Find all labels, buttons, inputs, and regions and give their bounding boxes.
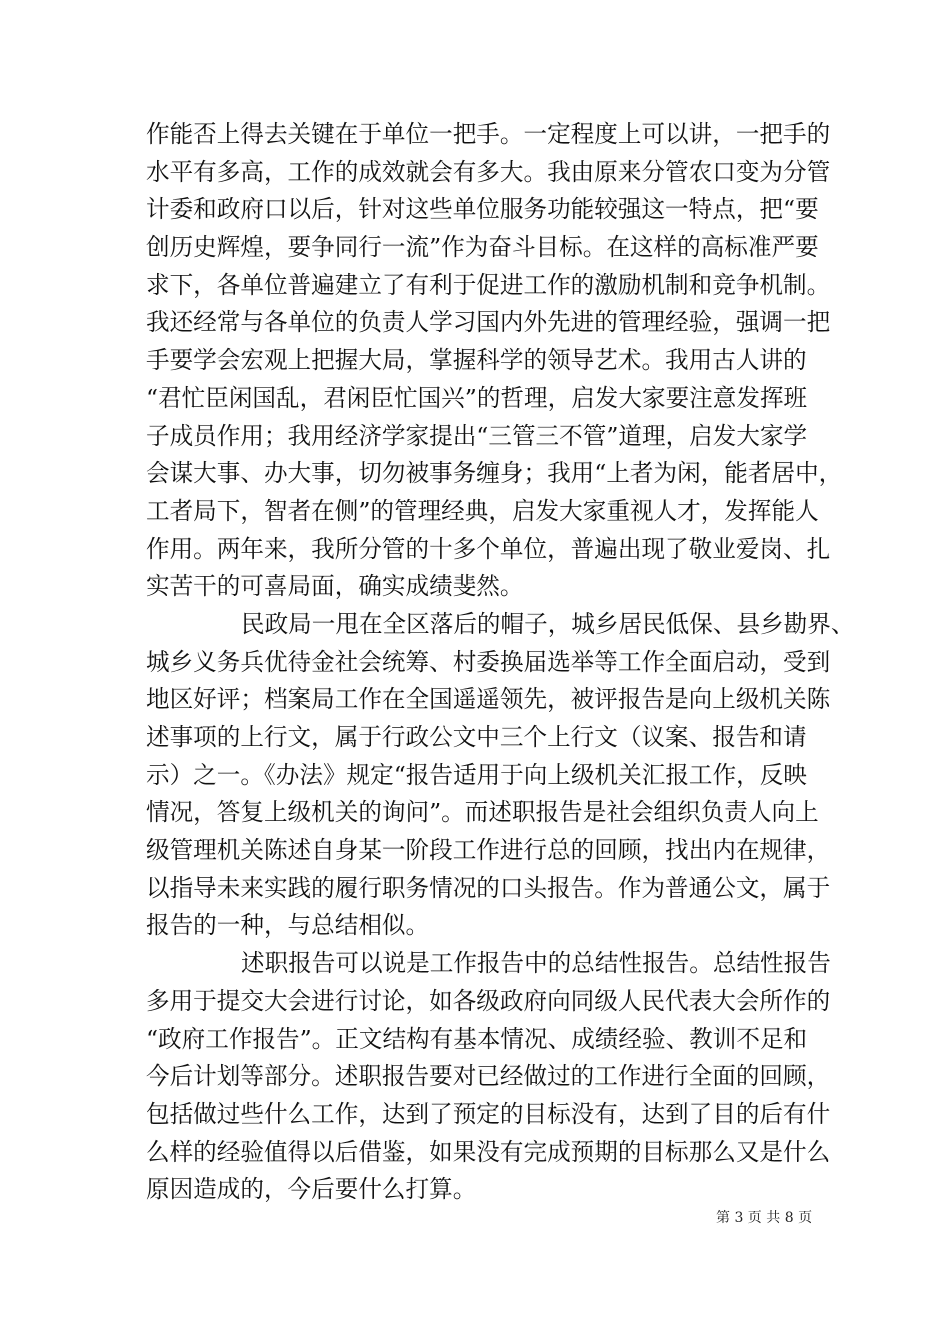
text-line: 情况，答复上级机关的询问”。而述职报告是社会组织负责人向上: [146, 798, 819, 827]
body-text: [146, 116, 855, 1209]
text-line: 作能否上得去关键在于单位一把手。一定程度上可以讲，一把手的: [146, 120, 831, 148]
paragraph: [146, 116, 843, 606]
paragraph: [146, 945, 831, 1209]
text-line: 么样的经验值得以后借鉴，如果没有完成预期的目标那么又是什么: [146, 1137, 831, 1166]
text-line: 报告的一种，与总结相似。: [146, 911, 430, 940]
text-line: 工者局下，智者在侧”的管理经典，启发大家重视人才，发挥能人: [146, 496, 819, 525]
text-line: “君忙臣闲国乱，君闲臣忙国兴”的哲理，启发大家要注意发挥班: [146, 383, 808, 412]
text-line: 我还经常与各单位的负责人学习国内外先进的管理经验，强调一把: [146, 308, 831, 337]
text-line: 述职报告可以说是工作报告中的总结性报告。总结性报告: [241, 949, 831, 978]
text-line: 求下，各单位普遍建立了有利于促进工作的激励机制和竞争机制。: [146, 270, 831, 299]
text-line: 水平有多高，工作的成效就会有多大。我由原来分管农口变为分管: [146, 157, 831, 186]
text-line: 创历史辉煌，要争同行一流”作为奋斗目标。在这样的高标准严要: [146, 233, 819, 262]
text-line: 实苦干的可喜局面，确实成绩斐然。: [146, 572, 524, 601]
paragraph: [146, 606, 855, 945]
page-number-footer: 第 3 页 共 8 页: [716, 1210, 813, 1226]
text-line: 原因造成的，今后要什么打算。: [146, 1175, 477, 1204]
text-line: 以指导未来实践的履行职务情况的口头报告。作为普通公文，属于: [146, 873, 831, 902]
text-line: 多用于提交大会进行讨论，如各级政府向同级人民代表大会所作的: [146, 986, 831, 1015]
text-line: 作用。两年来，我所分管的十多个单位，普遍出现了敬业爱岗、扎: [146, 534, 831, 563]
text-line: 手要学会宏观上把握大局，掌握科学的领导艺术。我用古人讲的: [146, 346, 807, 375]
text-line: 城乡义务兵优待金社会统筹、村委换届选举等工作全面启动，受到: [146, 647, 831, 676]
text-line: 计委和政府口以后，针对这些单位服务功能较强这一特点，把“要: [146, 195, 819, 224]
text-line: 今后计划等部分。述职报告要对已经做过的工作进行全面的回顾，: [146, 1062, 831, 1091]
text-line: 示）之一。《办法》规定“报告适用于向上级机关汇报工作，反映: [146, 760, 807, 789]
text-line: 子成员作用；我用经济学家提出“三管三不管”道理，启发大家学: [146, 421, 808, 450]
text-line: 包括做过些什么工作，达到了预定的目标没有，达到了目的后有什: [146, 1099, 831, 1128]
text-line: 会谋大事、办大事，切勿被事务缠身；我用“上者为闲，能者居中，: [146, 459, 843, 488]
text-line: “政府工作报告”。正文结构有基本情况、成绩经验、教训不足和: [146, 1024, 808, 1053]
text-line: 地区好评；档案局工作在全国遥遥领先，被评报告是向上级机关陈: [146, 685, 831, 714]
text-line: 述事项的上行文，属于行政公文中三个上行文（议案、报告和请: [146, 723, 807, 751]
text-line: 级管理机关陈述自身某一阶段工作进行总的回顾，找出内在规律，: [146, 836, 831, 865]
text-line: 民政局一甩在全区落后的帽子，城乡居民低保、县乡勘界、: [241, 609, 855, 638]
